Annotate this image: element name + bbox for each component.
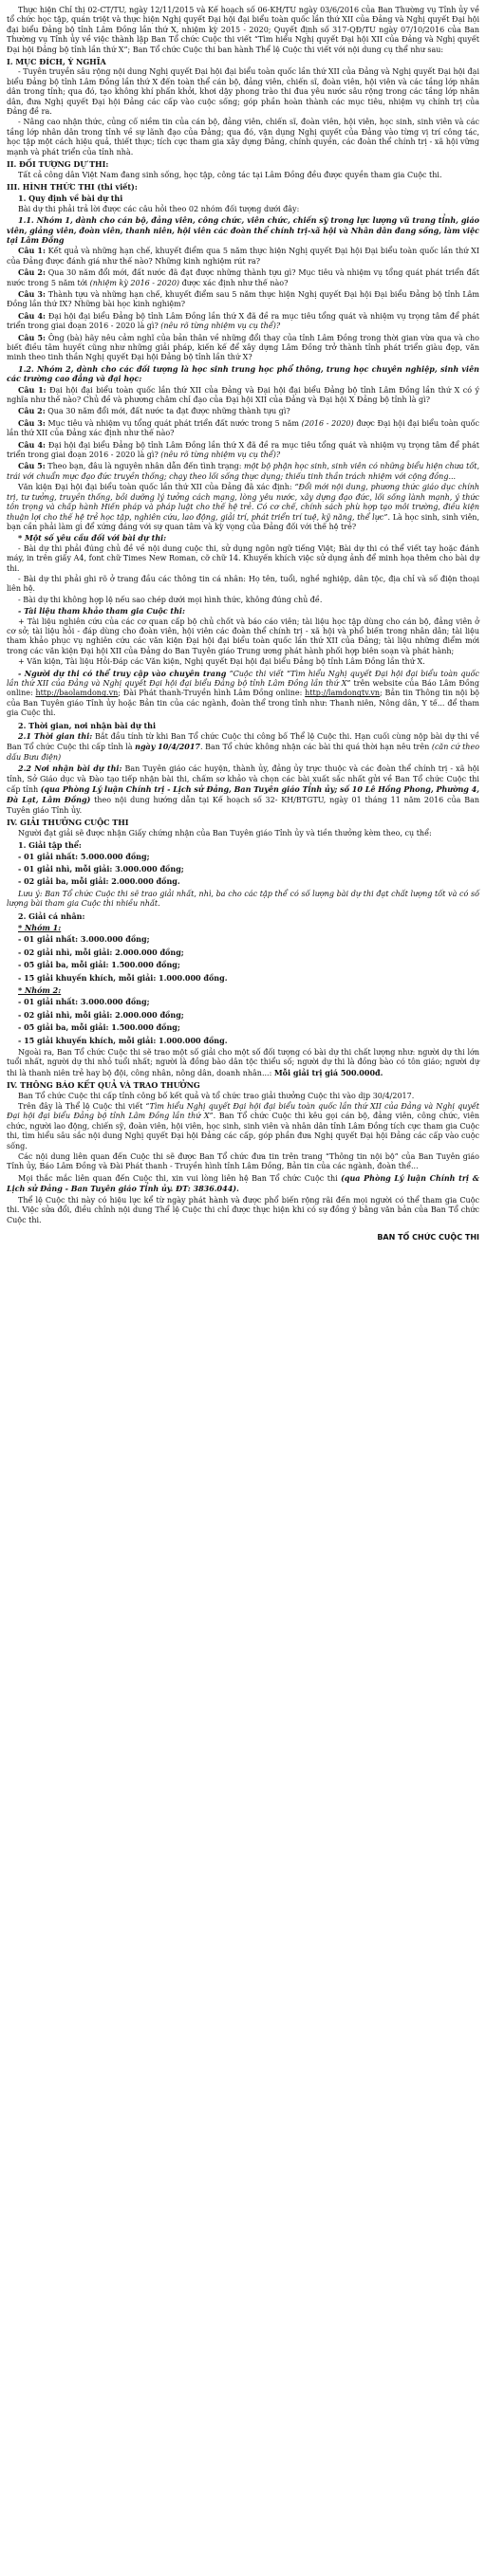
group-1-prize-heading: * Nhóm 1:	[18, 922, 62, 932]
question-text: Qua 30 năm đổi mới, đất nước ta đạt được những thành tựu gì?	[47, 407, 290, 416]
question-note: (nêu rõ từng nhiệm vụ cụ thể)?	[160, 451, 281, 460]
question-text: Đại hội đại biểu Đảng bộ tỉnh Lâm Đồng lần thứ X đã đề ra mục tiêu tổng quát và nhiệm vụ trọng tâm để phát triển trong giai đoạn 2016 - 2020 là gì?	[7, 440, 480, 460]
question-text: Thành tựu và những hạn chế, khuyết điểm sau 5 năm thực hiện Nghị quyết Đại hội Đại biểu Đảng bộ tỉnh Lâm Đồng lần thứ IX? Những bài học kinh nghiệm?	[7, 289, 480, 309]
question-text: Văn kiện Đại hội đại biểu toàn quốc lần thứ XII của Đảng đã xác định:	[18, 483, 292, 492]
question-note: (nêu rõ từng nhiệm vụ cụ thể)?	[160, 322, 281, 331]
time-paragraph	[7, 731, 479, 763]
question-label: Câu 4:	[18, 310, 46, 321]
question-text: Ông (bà) hãy nêu cảm nghĩ của bản thân về những đổi thay của tỉnh Lâm Đồng trong thời gian vừa qua và cho biết điều tâm huyết cũng như những giải pháp, kiến kế để xây dựng Lâm Đồng trở thành tỉnh phát triển giàu đẹp, văn minh theo tinh thần Nghị quyết Đại hội Đảng bộ tỉnh lần thứ X?	[7, 333, 479, 362]
place-text: theo nội dung hướng dẫn tại Kế hoạch số 32- KH/BTGTU, ngày 01 tháng 11 năm 2016 của Ban Tuyên giáo Tỉnh ủy.	[7, 796, 480, 815]
time-text: . Ban Tổ chức không nhận các bài thi quá thời hạn nêu trên	[200, 743, 430, 752]
online-title: - Người dự thi có thể truy cập vào chuyên trang	[18, 668, 227, 678]
question-label: Câu 5:	[18, 461, 46, 471]
intro-paragraph: Thực hiện Chỉ thị 02-CT/TU, ngày 12/11/2015 và Kế hoạch số 06-KH/TU ngày 03/6/2016 của Ban Thường vụ Tỉnh ủy về tổ chức học tập, quán triệt và thực hiện Nghị quyết Đại hội đại biểu toàn quốc lần thứ XII của Đảng và Nghị quyết Đại hội đại biểu Đảng bộ tỉnh Lâm Đồng lần thứ X, nhiệm kỳ 2015 - 2020; Quyết định số 317-QĐ/TU ngày 07/10/2016 của Ban Thường vụ Tỉnh ủy về việc thành lập Ban Tổ chức Cuộc thi viết “Tìm hiểu Nghị quyết Đại hội XII của Đảng và Nghị quyết Đại hội Đảng bộ tỉnh lần thứ X”; Ban Tổ chức Cuộc thi ban hành Thể lệ Cuộc thi viết với nội dung cụ thể như sau:	[7, 6, 479, 54]
section-2-paragraph: Tất cả công dân Việt Nam đang sinh sống, học tập, công tác tại Lâm Đồng đều được quyền tham gia Cuộc thi.	[18, 170, 442, 179]
section-5-title: IV. THÔNG BÁO KẾT QUẢ VÀ TRAO THƯỞNG	[7, 1080, 200, 1091]
individual-prize-title: 2. Giải cá nhân:	[18, 911, 85, 921]
question-text: Theo bạn, đâu là nguyên nhân dẫn đến tình trạng:	[47, 462, 242, 471]
group-1-question-3	[7, 289, 479, 310]
place-address: (qua Phòng Lý luận Chính trị - Lịch sử Đảng, Ban Tuyên giáo Tỉnh ủy; số 10 Lê Hồng Phong, Phường 4, Đà Lạt, Lâm Đồng)	[7, 784, 480, 805]
contest-name: “Tìm hiểu Nghị quyết Đại hội đại biểu toàn quốc lần thứ XII của Đảng và Nghị quyết Đại hội đại biểu Đảng bộ tỉnh Lâm Đồng lần thứ X”	[7, 1102, 480, 1121]
requirement-2: - Bài dự thi phải ghi rõ ở trang đầu các thông tin cá nhân: Họ tên, tuổi, nghề nghiệp, dân tộc, địa chỉ và số điện thoại liên hệ.	[7, 574, 479, 594]
time-text: Bắt đầu tính từ khi Ban Tổ chức Cuộc thi công bố Thể lệ Cuộc thi. Hạn cuối cùng nộp bài dự thi về Ban Tổ chức Cuộc thi cấp tỉnh là	[7, 732, 479, 752]
group-1-title: 1.1. Nhóm 1, dành cho cán bộ, đảng viên, công chức, viên chức, chiến sỹ trong lực lượng vũ trang tỉnh, giáo viên, giảng viên, đoàn viên, thanh niên, hội viên các đoàn thể chính trị-xã hội và Nhân dân đang sống, làm việc tại Lâm Đồng	[7, 215, 479, 245]
question-label: Câu 5:	[18, 332, 46, 342]
reference-1: + Tài liệu nghiên cứu của các cơ quan cấp bộ chủ chốt và báo cáo viên; tài liệu học tập dùng cho cán bộ, đảng viên ở cơ sở; tài liệu hỏi - đáp dùng cho đoàn viên, hội viên các đoàn thể chính trị - xã hội và phổ biến trong nhân dân; tài liệu tham khảo phục vụ nghiên cứu các văn kiện Đại hội đại biểu toàn quốc lần thứ XII của Đảng; tài liệu những điểm mới trong các văn kiện Đại hội XII của Đảng do Ban Tuyên giáo Trung ương phát hành phối hợp biên soạn và phát hành;	[7, 616, 479, 655]
group-1-question-1	[7, 246, 479, 267]
prize-text: - 01 giải nhì, mỗi giải: 3.000.000 đồng;	[18, 863, 184, 874]
group-2-question-5-continued	[7, 483, 479, 532]
requirement-3: - Bài dự thi không hợp lệ nếu sao chép dưới mọi hình thức, không đúng chủ đề.	[18, 595, 323, 604]
baolamdong-link[interactable]: http://baolamdong.vn	[35, 689, 119, 698]
question-label: Câu 1:	[18, 384, 47, 395]
prize-text: - 05 giải ba, mỗi giải: 1.500.000 đồng;	[18, 960, 180, 970]
group-prize-first	[7, 852, 479, 862]
requirement-1: - Bài dự thi phải đúng chủ đề về nội dung cuộc thi, sử dụng ngôn ngữ tiếng Việt; Bài dự thi có thể viết tay hoặc đánh máy, in trên giấy A4, font chữ Times New Roman, cỡ chữ 14. Khuyến khích việc sử dụng ảnh để minh họa thêm cho bài dự thi.	[7, 543, 479, 573]
extra-prizes-text: Ngoài ra, Ban Tổ chức Cuộc thi sẽ trao một số giải cho một số đối tượng có bài dự thi chất lượng như: người dự thi lớn tuổi nhất, người dự thi nhỏ tuổi nhất; người là đồng bào dân tộc thiểu số; người dự thi là đồng bào có tôn giáo; người dự thi là thanh niên trẻ hay bộ đội, công nhân, nông dân, doanh nhân...:	[7, 1048, 479, 1077]
signature: BAN TỔ CHỨC CUỘC THI	[377, 1232, 479, 1242]
contact-text: Mọi thắc mắc liên quan đến Cuộc thi, xin vui lòng liên hệ Ban Tổ chức Cuộc thi	[18, 1173, 338, 1183]
question-quote: “Đổi mới nội dung, phương thức giáo dục chính trị, tư tưởng, truyền thống, bồi dưỡng lý tưởng cách mạng, lòng yêu nước, xây dựng đạo đức, lối sống lành mạnh, ý thức tôn trọng và chấp hành Hiến pháp và pháp luật cho thế hệ trẻ. Có cơ chế, chính sách phù hợp tạo môi trường, điều kiện thuận lợi cho thế hệ trẻ học tập, nghiên cứu, lao động, giải trí, phát triển trí tuệ, kỹ năng, thể lực”.	[7, 483, 480, 522]
question-text-end: Là học sinh, sinh viên, bạn cần phải làm gì để xứng đáng với sự quan tâm và kỳ vọng của Đảng đối với thế hệ trẻ?	[7, 512, 479, 531]
online-access-paragraph	[7, 669, 479, 719]
deadline: ngày 10/4/2017	[135, 742, 200, 752]
section-5-paragraph-5: Thể lệ Cuộc thi này có hiệu lực kể từ ngày phát hành và được phổ biến rộng rãi đến mọi người có thể tham gia Cuộc thi. Việc sửa đổi, điều chỉnh nội dung Thể lệ Cuộc thi chỉ được thực hiện khi có sự đồng ý bằng văn bản của Ban Tổ chức Cuộc thi.	[7, 1195, 479, 1224]
group-2-prize-first	[7, 997, 479, 1007]
prize-text: - 02 giải ba, mỗi giải: 2.000.000 đồng.	[18, 876, 180, 887]
place-text: Ban Tuyên giáo các huyện, thành ủy, đảng ủy trực thuộc và các đoàn thể chính trị - xã hội tỉnh, Sở Giáo dục và Đào tạo tiếp nhận bài thi, chấm sơ khảo và chọn các bài xuất sắc nhất gửi về Ban Tổ chức Cuộc thi cấp tỉnh	[7, 764, 479, 795]
prize-text: - 15 giải khuyến khích, mỗi giải: 1.000.000 đồng.	[18, 972, 228, 983]
question-quote: một bộ phận học sinh, sinh viên có những biểu hiện chưa tốt, trái với chuẩn mực đạo đức truyền thống; chạy theo lối sống thực dụng; thiếu tinh thần trách nhiệm với cộng đồng...	[7, 462, 479, 481]
group-2-prize-second	[7, 1010, 479, 1021]
online-text: trên website của Báo Lâm Đồng online:	[7, 679, 479, 698]
section-2-title: II. ĐỐI TƯỢNG DỰ THI:	[7, 159, 109, 170]
question-text: Qua 30 năm đổi mới, đất nước đã đạt được những thành tựu gì? Mục tiêu và nhiệm vụ tổng quát phát triển đất nước trong 5 năm tới	[7, 268, 479, 287]
references-title: - Tài liệu tham khảo tham gia Cuộc thi:	[18, 606, 185, 616]
prize-text: - 02 giải nhì, mỗi giải: 2.000.000 đồng;	[18, 1009, 184, 1020]
section-4-paragraph: Người đạt giải sẽ được nhận Giấy chứng nhận của Ban Tuyên giáo Tỉnh ủy và tiền thưởng kèm theo, cụ thể:	[18, 828, 432, 837]
question-text: Đại hội đại biểu Đảng bộ tỉnh Lâm Đồng lần thứ X đã đề ra mục tiêu tổng quát và nhiệm vụ trọng tâm để phát triển trong giai đoạn 2016 - 2020 là gì?	[7, 311, 480, 331]
group-2-question-2	[7, 406, 479, 416]
closing-text: Trên đây là Thể lệ Cuộc thi viết	[18, 1102, 143, 1112]
prize-text: - 15 giải khuyến khích, mỗi giải: 1.000.000 đồng.	[18, 1035, 228, 1045]
question-label: Câu 4:	[18, 439, 46, 450]
time-label: 2.1 Thời gian thi:	[18, 731, 93, 742]
question-label: Câu 2:	[18, 406, 46, 416]
section-1-title: I. MỤC ĐÍCH, Ý NGHĨA	[7, 57, 106, 67]
group-2-title: 1.2. Nhóm 2, dành cho các đối tượng là học sinh trung học phổ thông, trung học chuyên nghiệp, sinh viên các trường cao đẳng và đại học:	[7, 363, 479, 384]
place-paragraph	[7, 764, 479, 816]
question-term: (2016 - 2020)	[301, 418, 354, 428]
online-contest-name: “Cuộc thi viết “Tìm hiểu Nghị quyết Đại hội đại biểu toàn quốc lần thứ XII của Đảng và Nghị quyết Đại hội đại biểu Đảng bộ tỉnh Lâm Đồng lần thứ X”	[7, 669, 479, 688]
contact-details: (qua Phòng Lý luận Chính trị & Lịch sử Đảng - Ban Tuyên giáo Tỉnh ủy. ĐT: 3836.044).	[7, 1172, 479, 1194]
extra-prizes-paragraph	[7, 1048, 479, 1078]
subsection-3-2-title: 2. Thời gian, nơi nhận bài dự thi	[18, 720, 157, 730]
group-prize-second	[7, 864, 479, 874]
closing-text: . Ban Tổ chức Cuộc thi kêu gọi cán bộ, đảng viên, công chức, viên chức, người lao động, chiến sỹ, đoàn viên, hội viên, học sinh, sinh viên và nhân dân tỉnh Lâm Đồng tích cực tham gia Cuộc thi, tìm hiểu sâu sắc nội dung Nghị quyết Đại hội Đảng các cấp, góp phần đưa Nghị quyết Đại hội Đảng các cấp vào cuộc sống.	[7, 1112, 479, 1150]
subsection-3-1-paragraph: Bài dự thi phải trả lời được các câu hỏi theo 02 nhóm đối tượng dưới đây:	[18, 204, 300, 213]
group-2-prize-heading: * Nhóm 2:	[18, 984, 62, 995]
question-text-end: được xác định như thế nào?	[181, 278, 289, 287]
group-2-prize-encouragement	[7, 1036, 479, 1046]
question-label: Câu 3:	[18, 417, 46, 428]
requirements-title: * Một số yêu cầu đối với bài dự thi:	[18, 533, 167, 543]
section-1-paragraph-1: - Tuyên truyền sâu rộng nội dung Nghị quyết Đại hội đại biểu toàn quốc lần thứ XII của Đảng và Nghị quyết Đại hội đại biểu Đảng bộ tỉnh Lâm Đồng lần thứ X đến toàn thể cán bộ, đảng viên, chiến sĩ, đoàn viên, hội viên và các tầng lớp nhân dân trong tỉnh; qua đó, tạo không khí phấn khởi, khơi dậy phong trào thi đua yêu nước sâu rộng trong các tầng lớp nhân dân, đưa Nghị quyết Đại hội Đảng các cấp vào cuộc sống; góp phần hoàn thành các mục tiêu, nhiệm vụ chính trị của Đảng đề ra.	[7, 67, 479, 117]
group-2-question-5	[7, 461, 479, 482]
place-label: 2.2 Nơi nhận bài dự thi:	[18, 764, 122, 774]
prize-text: - 02 giải nhì, mỗi giải: 2.000.000 đồng;	[18, 947, 184, 957]
section-1-paragraph-2: - Nâng cao nhận thức, củng cố niềm tin của cán bộ, đảng viên, chiến sĩ, đoàn viên, hội viên, học sinh, sinh viên và các tầng lớp nhân dân trong tỉnh về sự lãnh đạo của Đảng; qua đó, vận dụng Nghị quyết của Đảng vào từng vị trí công tác, học tập một cách hiệu quả, thiết thực; tích cực tham gia xây dựng Đảng, chính quyền, các đoàn thể chính trị - xã hội vững mạnh và phát triển của tỉnh nhà.	[7, 118, 479, 156]
question-label: Câu 2:	[18, 267, 46, 278]
section-5-paragraph-2	[7, 1102, 479, 1151]
group-2-prize-third	[7, 1022, 479, 1033]
question-text: Mục tiêu và nhiệm vụ tổng quát phát triển đất nước trong 5 năm	[47, 418, 299, 428]
group-1-prize-second	[7, 948, 479, 958]
group-2-question-3	[7, 418, 479, 439]
prize-text: - 01 giải nhất: 3.000.000 đồng;	[18, 997, 150, 1007]
group-1-question-5	[7, 333, 479, 363]
section-5-paragraph-1: Ban Tổ chức Cuộc thi cấp tỉnh công bố kết quả và tổ chức trao giải thưởng Cuộc thi vào dịp 30/4/2017.	[18, 1091, 415, 1100]
question-text-end: được Đại hội đại biểu toàn quốc lần thứ XII của Đảng xác định như thế nào?	[7, 418, 480, 438]
online-text: ; Đài Phát thanh-Truyền hình Lâm Đồng online:	[118, 689, 303, 698]
online-text: ; Bản tin Thông tin nội bộ của Ban Tuyên giáo Tỉnh ủy hoặc Bản tin của các ngành, đoàn thể trong tỉnh như: Thanh niên, Nông dân, Y tế... để tham gia Cuộc thi.	[7, 689, 480, 718]
section-3-title: III. HÌNH THỨC THI (thi viết):	[7, 181, 138, 192]
group-1-prize-third	[7, 960, 479, 970]
section-4-title: IV. GIẢI THƯỞNG CUỘC THI	[7, 818, 129, 828]
group-1-question-2	[7, 267, 479, 288]
time-note: (căn cứ theo dấu Bưu điện)	[7, 743, 480, 762]
question-text: Kết quả và những hạn chế, khuyết điểm qua 5 năm thực hiện Nghị quyết Đại hội Đại biểu toàn quốc lần thứ XI của Đảng được đánh giá như thế nào? Những kinh nghiệm rút ra?	[7, 247, 480, 266]
group-prize-title: 1. Giải tập thể:	[18, 840, 82, 851]
group-2-question-4	[7, 440, 479, 461]
question-label: Câu 1:	[18, 246, 46, 256]
contest-rules-document	[0, 0, 486, 1253]
group-1-question-4	[7, 311, 479, 332]
question-text: Đại hội đại biểu toàn quốc lần thứ XII của Đảng và Đại hội đại biểu Đảng bộ tỉnh Lâm Đồng lần thứ X có ý nghĩa như thế nào? Chủ đề và phương châm chỉ đạo của Đại hội XII của Đảng và Đại hội X Đảng bộ tỉnh là gì?	[7, 385, 480, 405]
prize-text: - 01 giải nhất: 5.000.000 đồng;	[18, 851, 150, 861]
prize-text: - 01 giải nhất: 3.000.000 đồng;	[18, 934, 150, 945]
prize-text: - 05 giải ba, mỗi giải: 1.500.000 đồng;	[18, 1022, 180, 1033]
question-term: (nhiệm kỳ 2016 - 2020)	[89, 278, 180, 287]
question-label: Câu 3:	[18, 288, 46, 299]
reference-2: + Văn kiện, Tài liệu Hỏi-Đáp các Văn kiện, Nghị quyết Đại hội đại biểu Đảng bộ tỉnh Lâm Đồng lần thứ X.	[18, 657, 425, 667]
section-5-paragraph-3: Các nội dung liên quan đến Cuộc thi sẽ được Ban Tổ chức đưa tin trên trang “Thông tin nội bộ” của Ban Tuyên giáo Tỉnh ủy, Báo Lâm Đồng và Đài Phát thanh - Truyền hình tỉnh Lâm Đồng, Bản tin của các ngành, đoàn thể...	[7, 1152, 479, 1171]
lamdongtv-link[interactable]: http://lamdongtv.vn	[305, 689, 381, 698]
group-1-prize-encouragement	[7, 973, 479, 984]
section-5-paragraph-4	[7, 1173, 479, 1195]
group-prize-third	[7, 876, 479, 887]
subsection-3-1-title: 1. Quy định về bài dự thi	[18, 193, 123, 204]
group-1-prize-first	[7, 934, 479, 945]
extra-prize-value: Mỗi giải trị giá 500.000đ.	[273, 1067, 383, 1077]
group-prize-note: Lưu ý: Ban Tổ chức Cuộc thi sẽ trao giải nhất, nhì, ba cho các tập thể có số lượng bài dự thi đạt chất lượng tốt và có số lượng bài tham gia Cuộc thi nhiều nhất.	[7, 889, 479, 909]
group-2-question-1	[7, 385, 479, 406]
